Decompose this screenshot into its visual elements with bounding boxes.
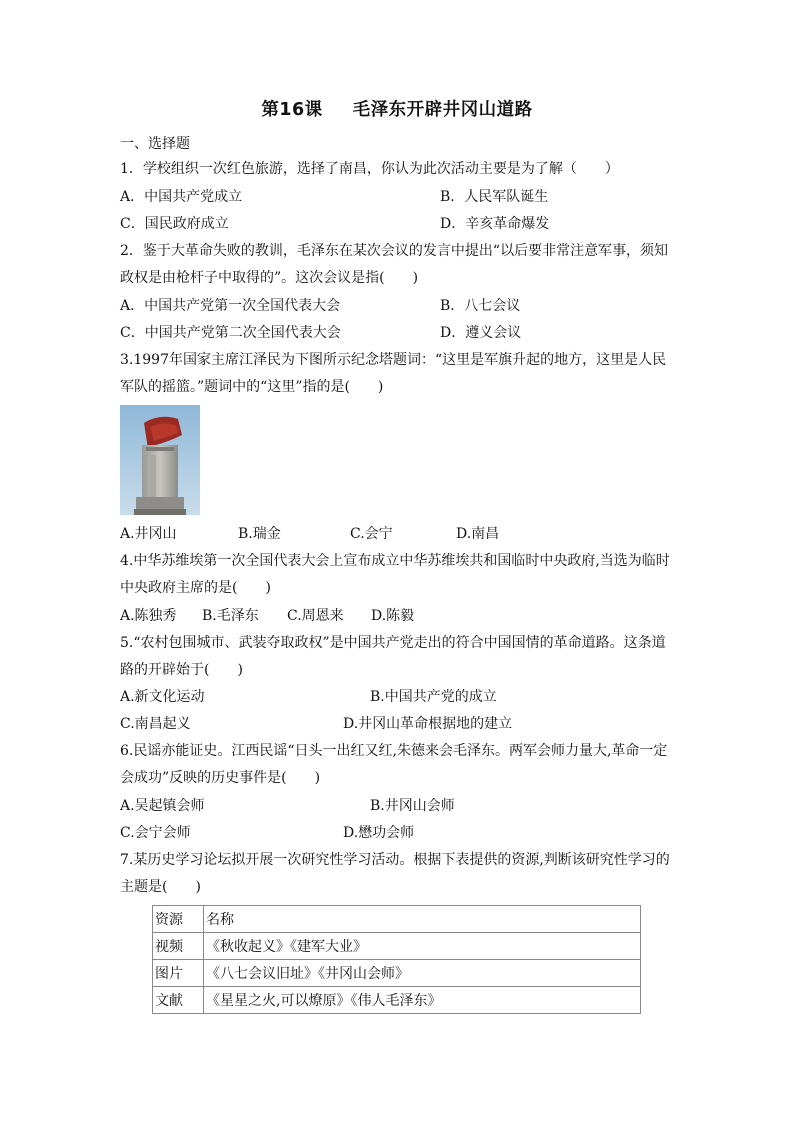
q5-option-a: A.新文化运动 <box>120 689 205 705</box>
q6-option-b: B.井冈山会师 <box>370 798 455 814</box>
q6-option-d: D.懋功会师 <box>343 825 415 841</box>
q3-option-d: D.南昌 <box>456 526 500 542</box>
q1-option-b: B．人民军队诞生 <box>440 189 549 205</box>
table-cell: 图片 <box>153 960 204 987</box>
q1-option-a: A．中国共产党成立 <box>120 189 243 205</box>
q2-option-c: C．中国共产党第二次全国代表大会 <box>120 325 341 341</box>
q3-option-b: B.瑞金 <box>238 526 281 542</box>
table-cell: 《星星之火,可以燎原》《伟人毛泽东》 <box>204 987 641 1014</box>
q7-stem-line2: 主题是( ) <box>120 879 201 895</box>
q2-option-a: A．中国共产党第一次全国代表大会 <box>120 298 341 314</box>
table-header-row <box>153 906 641 933</box>
q5-stem-line2: 路的开辟始于( ) <box>120 662 243 678</box>
q3-option-c: C.会宁 <box>350 526 393 542</box>
q5-option-d: D.井冈山革命根据地的建立 <box>343 716 513 732</box>
q4-stem-line1: 4.中华苏维埃第一次全国代表大会上宣布成立中华苏维埃共和国临时中央政府,当选为临时 <box>120 553 670 569</box>
section-heading: 一、选择题 <box>120 136 190 152</box>
q3-option-a: A.井冈山 <box>120 526 177 542</box>
table-cell: 视频 <box>153 933 204 960</box>
q4-option-b: B.毛泽东 <box>202 608 259 624</box>
table-header-cell: 名称 <box>204 906 641 933</box>
table-cell: 《秋收起义》《建军大业》 <box>204 933 641 960</box>
monument-photo <box>120 405 200 515</box>
q6-stem-line2: 会成功”反映的历史事件是( ) <box>120 770 321 786</box>
resource-table <box>152 905 641 1014</box>
table-row <box>153 933 641 960</box>
q4-stem-line2: 中央政府主席的是( ) <box>120 580 271 596</box>
q4-option-a: A.陈独秀 <box>120 608 177 624</box>
q6-option-c: C.会宁会师 <box>120 825 191 841</box>
q2-option-d: D．遵义会议 <box>440 325 522 341</box>
q4-option-d: D.陈毅 <box>371 608 415 624</box>
q3-stem-line1: 3.1997年国家主席江泽民为下图所示纪念塔题词：“这里是军旗升起的地方，这里是人民 <box>120 352 667 368</box>
q1-option-d: D．辛亥革命爆发 <box>440 216 550 232</box>
table-cell: 文献 <box>153 987 204 1014</box>
table-cell: 《八七会议旧址》《井冈山会师》 <box>204 960 641 987</box>
q3-stem-line2: 军队的摇篮。”题词中的“这里”指的是( ) <box>120 379 384 395</box>
table-header-cell: 资源 <box>153 906 204 933</box>
q4-option-c: C.周恩来 <box>287 608 344 624</box>
q2-stem-line1: 2．鉴于大革命失败的教训，毛泽东在某次会议的发言中提出“以后要非常注意军事，须知 <box>120 243 669 259</box>
q2-option-b: B．八七会议 <box>440 298 521 314</box>
q6-stem-line1: 6.民谣亦能证史。江西民谣“日头一出红又红,朱德来会毛泽东。两军会师力量大,革命一定 <box>120 743 668 759</box>
lesson-number: 第16课 <box>261 100 323 120</box>
table-row <box>153 987 641 1014</box>
q1-stem: 1．学校组织一次红色旅游，选择了南昌，你认为此次活动主要是为了解（ ） <box>120 161 619 177</box>
page-title <box>0 96 794 121</box>
table-row <box>153 960 641 987</box>
q2-stem-line2: 政权是由枪杆子中取得的”。这次会议是指( ) <box>120 270 419 286</box>
q5-stem-line1: 5.“农村包围城市、武装夺取政权”是中国共产党走出的符合中国国情的革命道路。这条道 <box>120 635 666 651</box>
q6-option-a: A.吴起镇会师 <box>120 798 205 814</box>
q7-stem-line1: 7.某历史学习论坛拟开展一次研究性学习活动。根据下表提供的资源,判断该研究性学习的 <box>120 852 670 868</box>
q5-option-b: B.中国共产党的成立 <box>370 689 497 705</box>
q1-option-c: C．国民政府成立 <box>120 216 229 232</box>
lesson-title: 毛泽东开辟井冈山道路 <box>352 100 533 120</box>
q5-option-c: C.南昌起义 <box>120 716 191 732</box>
